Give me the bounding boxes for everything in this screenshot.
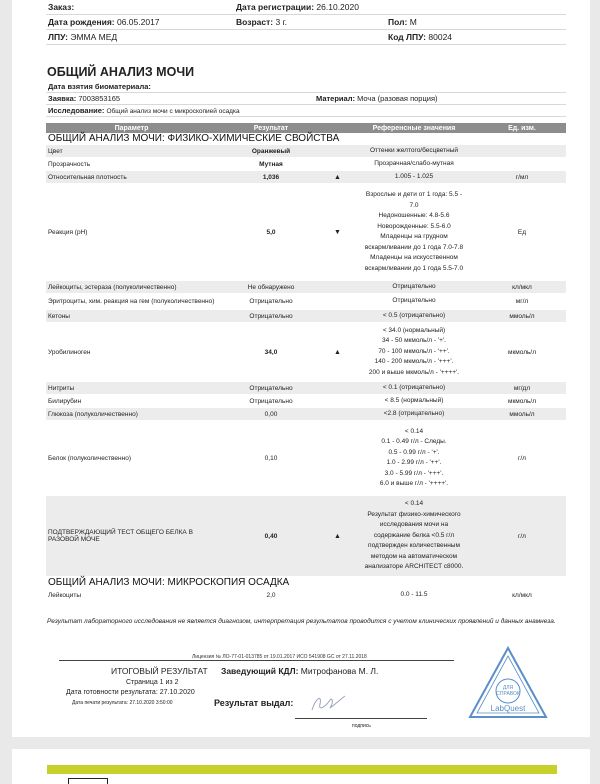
param-name: Лейкоциты [46,589,217,602]
result-value: Отрицательно [217,294,325,310]
lpu-label: ЛПУ: [48,32,68,42]
flag-cell [325,408,350,421]
issued-by-label: Результат выдал: [214,698,294,708]
ready-date: Дата готовности результата: 27.10.2020 [66,689,195,696]
reference-line: 0.0 - 11.5 [400,590,428,598]
birth-label: Дата рождения: [48,17,115,27]
section-header-physchem-label: ОБЩИЙ АНАЛИЗ МОЧИ: ФИЗИКО-ХИМИЧЕСКИЕ СВОЙСТВА [46,133,566,145]
reference-line: < 0.1 (отрицательно) [382,383,446,391]
result-value: Отрицательно [217,382,325,395]
result-value: 0,00 [217,408,325,421]
reference-values [350,158,478,171]
stamp-brand: LabQuest [490,704,526,713]
reference-line: анализаторе ARCHITECT c8000. [364,563,464,571]
arrow-down-icon: ▼ [325,184,350,281]
result-value: 34,0 [217,323,325,382]
col-header-result: Результат [217,123,325,133]
arrow-up-icon: ▲ [325,496,350,577]
disclaimer-text: Результат лабораторного исследования не является диагнозом, интерпретация результатов проводится с учетом клинических проявлений и данных анамнеза. [47,618,556,625]
table-row [46,408,566,421]
table-row [46,421,566,496]
result-value: 1,036 [217,171,325,184]
result-value: Не обнаружено [217,281,325,294]
section-header-microscopy [46,577,566,589]
reference-values [350,323,478,382]
reference-line: Прозрачная/слабо-мутная [374,159,454,167]
brand-accent-bar [47,765,557,774]
flag-cell [325,310,350,323]
flag-cell [325,281,350,294]
param-name: Прозрачность [46,158,217,171]
lpu-value: ЭММА МЕД [70,32,118,42]
table-row [46,382,566,395]
signature-line [295,718,427,719]
page-number: Страница 1 из 2 [126,679,179,686]
reference-line: методом на автоматическом [370,552,458,560]
arrow-up-icon: ▲ [325,323,350,382]
reference-values [350,310,478,323]
result-value: 0,40 [217,496,325,577]
reference-values [350,421,478,496]
result-value: Оранжевый [217,145,325,158]
final-result-label: ИТОГОВЫЙ РЕЗУЛЬТАТ [111,666,208,676]
table-row [46,184,566,281]
reference-line: Отрицательно [392,282,436,290]
birth-value: 06.05.2017 [116,17,160,27]
reference-line: 34 - 50 мкмоль/л - '+'. [382,337,446,345]
reg-label: Дата регистрации: [236,2,315,12]
reference-values [350,294,478,310]
unit-value [478,158,566,171]
material-value: Моча (разовая порция) [357,94,438,103]
sample-date-label: Дата взятия биоматериала: [48,82,151,91]
print-date: Дата печати результата: 27.10.2020 3:50:00 [72,700,173,706]
unit-value: мг/л [478,294,566,310]
param-name: Нитриты [46,382,217,395]
reference-line: Оттенки желтого/бесцветный [369,146,459,154]
param-name: Кетоны [46,310,217,323]
reference-line: вскармливании до 1 года 7.0-7.8 [364,243,464,251]
result-value: Отрицательно [217,310,325,323]
col-header-unit: Ед. изм. [478,123,566,133]
report-page-2 [12,749,590,784]
age-label: Возраст: [236,17,274,27]
table-row [46,281,566,294]
reference-values [350,496,478,577]
table-row [46,310,566,323]
reference-values [350,281,478,294]
reference-line: Результат физико-химического [367,510,461,518]
unit-value: г/л [478,496,566,577]
flag-cell [325,589,350,602]
unit-value: ммоль/л [478,408,566,421]
param-name: Цвет [46,145,217,158]
reference-line: содержание белка <0.5 г/л [373,531,455,539]
flag-cell [325,395,350,408]
reference-line: Недоношенные: 4.8-5.6 [378,212,450,219]
unit-value: ммоль/л [478,310,566,323]
reference-line: 0.5 - 0.99 г/л - '+'. [388,448,440,456]
unit-value: г/мл [478,171,566,184]
param-name: ПОДТВЕРЖДАЮЩИЙ ТЕСТ ОБЩЕГО БЕЛКА В РАЗОВОЙ МОЧЕ [46,496,217,577]
reference-line: < 8.5 (нормальный) [384,396,444,404]
table-row [46,171,566,184]
flag-cell [325,382,350,395]
reference-values [350,184,478,281]
col-header-reference: Референсные значения [350,123,478,133]
reg-value: 26.10.2020 [316,2,359,12]
reference-line: < 34.0 (нормальный) [382,326,446,334]
report-meta-table [46,81,566,117]
reference-line: 140 - 200 мкмоль/л - '+++'. [374,358,454,366]
reference-values [350,395,478,408]
table-row [46,294,566,310]
unit-value [478,145,566,158]
reference-values [350,589,478,602]
signature-image [308,688,348,718]
reference-line: Младенцы на грудном [380,233,448,240]
material-label: Материал: [316,94,355,103]
reference-line: 1.005 - 1.025 [394,172,434,180]
param-name: Эритроциты, хим. реакция на гем (полуколичественно) [46,294,217,310]
reference-values [350,408,478,421]
study-value: Общий анализ мочи с микроскопией осадка [106,108,240,115]
unit-value: мкмоль/л [478,395,566,408]
request-value: 7003853165 [78,94,121,103]
section-header-microscopy-label: ОБЩИЙ АНАЛИЗ МОЧИ: МИКРОСКОПИЯ ОСАДКА [46,577,566,589]
reference-line: 7.0 [409,201,419,209]
flag-cell [325,145,350,158]
reference-line: Взрослые и дети от 1 года: 5.5 - [365,191,463,198]
stamp-text-1: ДЛЯ [502,685,514,691]
flag-cell [325,421,350,496]
head-label: Заведующий КДЛ: [221,666,299,676]
reference-values [350,382,478,395]
report-page [12,0,590,737]
param-name: Глюкоза (полуколичественно) [46,408,217,421]
reference-line: < 0.5 (отрицательно) [382,311,446,319]
param-name: Относительная плотность [46,171,217,184]
col-header-flag [325,123,350,133]
col-header-parameter: Параметр [46,123,217,133]
table-row [46,395,566,408]
flag-cell [325,158,350,171]
reference-line: < 0.14 [404,500,424,508]
table-row [46,158,566,171]
table-row [46,496,566,577]
head-value: Митрофанова М. Л. [300,666,379,676]
unit-value: г/л [478,421,566,496]
section-header-physchem [46,133,566,145]
reference-values [350,145,478,158]
unit-value: кл/мкл [478,281,566,294]
reference-line: 6.0 и выше г/л - '++++'. [379,480,449,487]
footer-divider [59,660,454,661]
param-name: Билирубин [46,395,217,408]
stamp-text-2: СПРАВОК [496,691,520,697]
report-title: ОБЩИЙ АНАЛИЗ МОЧИ [47,65,195,79]
results-table [46,123,566,602]
signature-caption: подпись [352,723,371,729]
license-text: Лицензия № ЛО-77-01-013785 от 19.01.2017 ИСО 541908 GC от 27.11.2018 [192,654,367,660]
unit-value: мг/дл [478,382,566,395]
flag-cell [325,294,350,310]
head-of-lab [221,666,378,676]
study-label: Исследование: [48,106,105,115]
result-value: Мутная [217,158,325,171]
reference-line: подтвержден количественным [368,542,460,550]
header-info-table [46,0,566,45]
logo-box [68,778,108,784]
age-value: 3 г. [275,17,287,27]
reference-line: Новорожденные: 5.5-6.0 [377,222,451,230]
lpu-code-label: Код ЛПУ: [388,32,427,42]
reference-line: < 0.14 [404,427,424,435]
param-name: Уробилиноген [46,323,217,382]
request-label: Заявка: [48,94,77,103]
param-name: Лейкоциты, эстераза (полуколичественно) [46,281,217,294]
lpu-code-value: 80024 [428,32,453,42]
param-name: Реакция (pH) [46,184,217,281]
reference-values [350,171,478,184]
reference-line: 3.0 - 5.99 г/л - '+++'. [384,469,444,477]
unit-value: Ед [478,184,566,281]
result-value: 0,10 [217,421,325,496]
sex-value: М [409,17,417,27]
sex-label: Пол: [388,17,408,27]
reference-line: Отрицательно [392,297,436,305]
reference-line: 200 и выше мкмоль/л - '++++'. [368,368,460,376]
table-row [46,145,566,158]
result-value: 5,0 [217,184,325,281]
reference-line: 1.0 - 2.99 г/л - '++'. [386,459,442,466]
reference-line: 70 - 100 мкмоль/л - '++'. [378,347,450,355]
unit-value: мкмоль/л [478,323,566,382]
result-value: 2,0 [217,589,325,602]
result-value: Отрицательно [217,395,325,408]
reference-line: исследования мочи на [379,521,449,529]
arrow-up-icon: ▲ [325,171,350,184]
reference-line: вскармливании до 1 года 5.5-7.0 [364,264,464,272]
labquest-stamp [467,645,549,721]
unit-value: кл/мкл [478,589,566,602]
order-label: Заказ: [48,2,75,12]
reference-line: Младенцы на искусственном [370,254,458,261]
table-row [46,589,566,602]
reference-line: 0.1 - 0.49 г/л - Следы. [381,438,447,445]
table-row [46,323,566,382]
param-name: Белок (полуколичественно) [46,421,217,496]
reference-line: <2.8 (отрицательно) [383,409,445,417]
